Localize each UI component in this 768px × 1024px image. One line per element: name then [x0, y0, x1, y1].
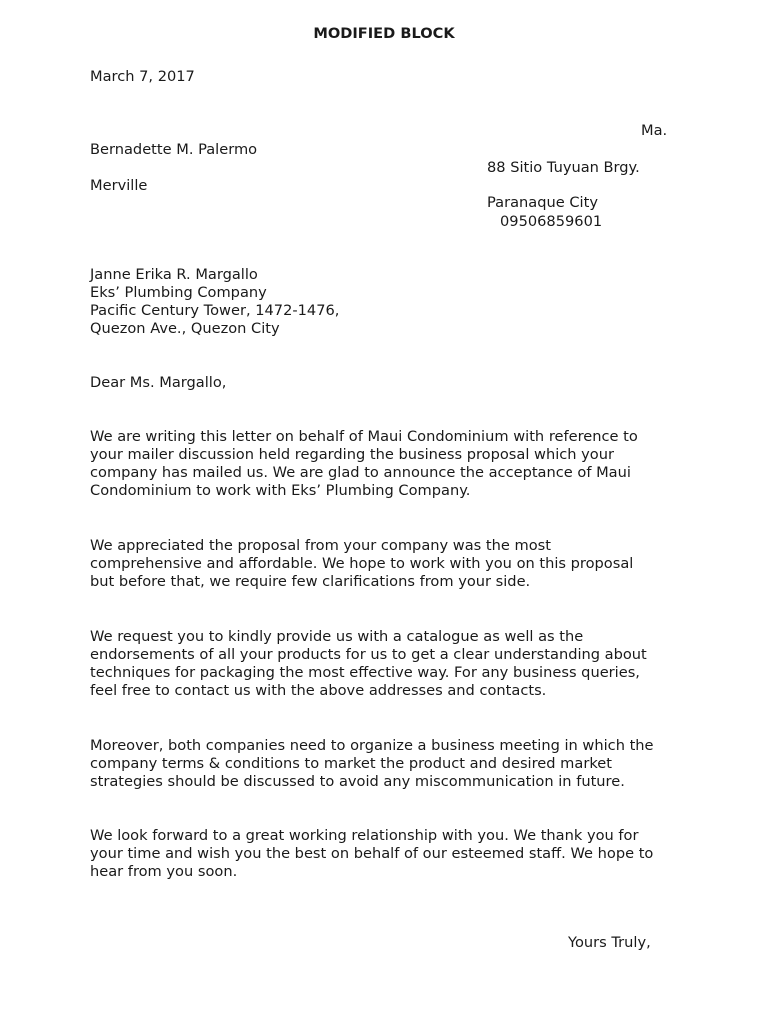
paragraph-line: Condominium to work with Eks’ Plumbing Company. [90, 482, 471, 499]
sender-city: Paranaque City [487, 194, 598, 211]
recipient-address-line-1: Pacific Century Tower, 1472-1476, [90, 302, 340, 319]
paragraph-line: endorsements of all your products for us to get a clear understanding about [90, 646, 647, 663]
letter-date: March 7, 2017 [90, 68, 195, 85]
paragraph-line: but before that, we require few clarifications from your side. [90, 573, 531, 590]
sender-barangay: Merville [90, 177, 148, 194]
body-paragraph-1 [90, 428, 690, 500]
recipient-company: Eks’ Plumbing Company [90, 284, 267, 301]
paragraph-line: We look forward to a great working relationship with you. We thank you for [90, 827, 639, 844]
sender-title-prefix: Ma. [641, 122, 668, 139]
paragraph-line: We appreciated the proposal from your company was the most [90, 537, 551, 554]
paragraph-line: We request you to kindly provide us with a catalogue as well as the [90, 628, 584, 645]
recipient-name: Janne Erika R. Margallo [90, 266, 258, 283]
salutation: Dear Ms. Margallo, [90, 374, 227, 391]
recipient-address-line-2: Quezon Ave., Quezon City [90, 320, 280, 337]
closing: Yours Truly, [568, 934, 651, 951]
sender-street: 88 Sitio Tuyuan Brgy. [487, 159, 640, 176]
body-paragraph-4 [90, 737, 690, 791]
paragraph-line: feel free to contact us with the above addresses and contacts. [90, 682, 547, 699]
body-paragraph-3 [90, 628, 690, 700]
paragraph-line: Moreover, both companies need to organize a business meeting in which the [90, 737, 654, 754]
paragraph-line: techniques for packaging the most effective way. For any business queries, [90, 664, 640, 681]
paragraph-line: comprehensive and affordable. We hope to work with you on this proposal [90, 555, 634, 572]
letter-title: MODIFIED BLOCK [313, 25, 455, 42]
body-paragraph-5 [90, 827, 690, 881]
sender-phone: 09506859601 [500, 213, 603, 230]
paragraph-line: company has mailed us. We are glad to announce the acceptance of Maui [90, 464, 631, 481]
paragraph-line: hear from you soon. [90, 863, 238, 880]
paragraph-line: your mailer discussion held regarding the business proposal which your [90, 446, 614, 463]
paragraph-line: strategies should be discussed to avoid any miscommunication in future. [90, 773, 625, 790]
body-paragraph-2 [90, 537, 690, 591]
paragraph-line: We are writing this letter on behalf of Maui Condominium with reference to [90, 428, 638, 445]
sender-name: Bernadette M. Palermo [90, 141, 258, 158]
paragraph-line: company terms & conditions to market the product and desired market [90, 755, 612, 772]
paragraph-line: your time and wish you the best on behalf of our esteemed staff. We hope to [90, 845, 654, 862]
